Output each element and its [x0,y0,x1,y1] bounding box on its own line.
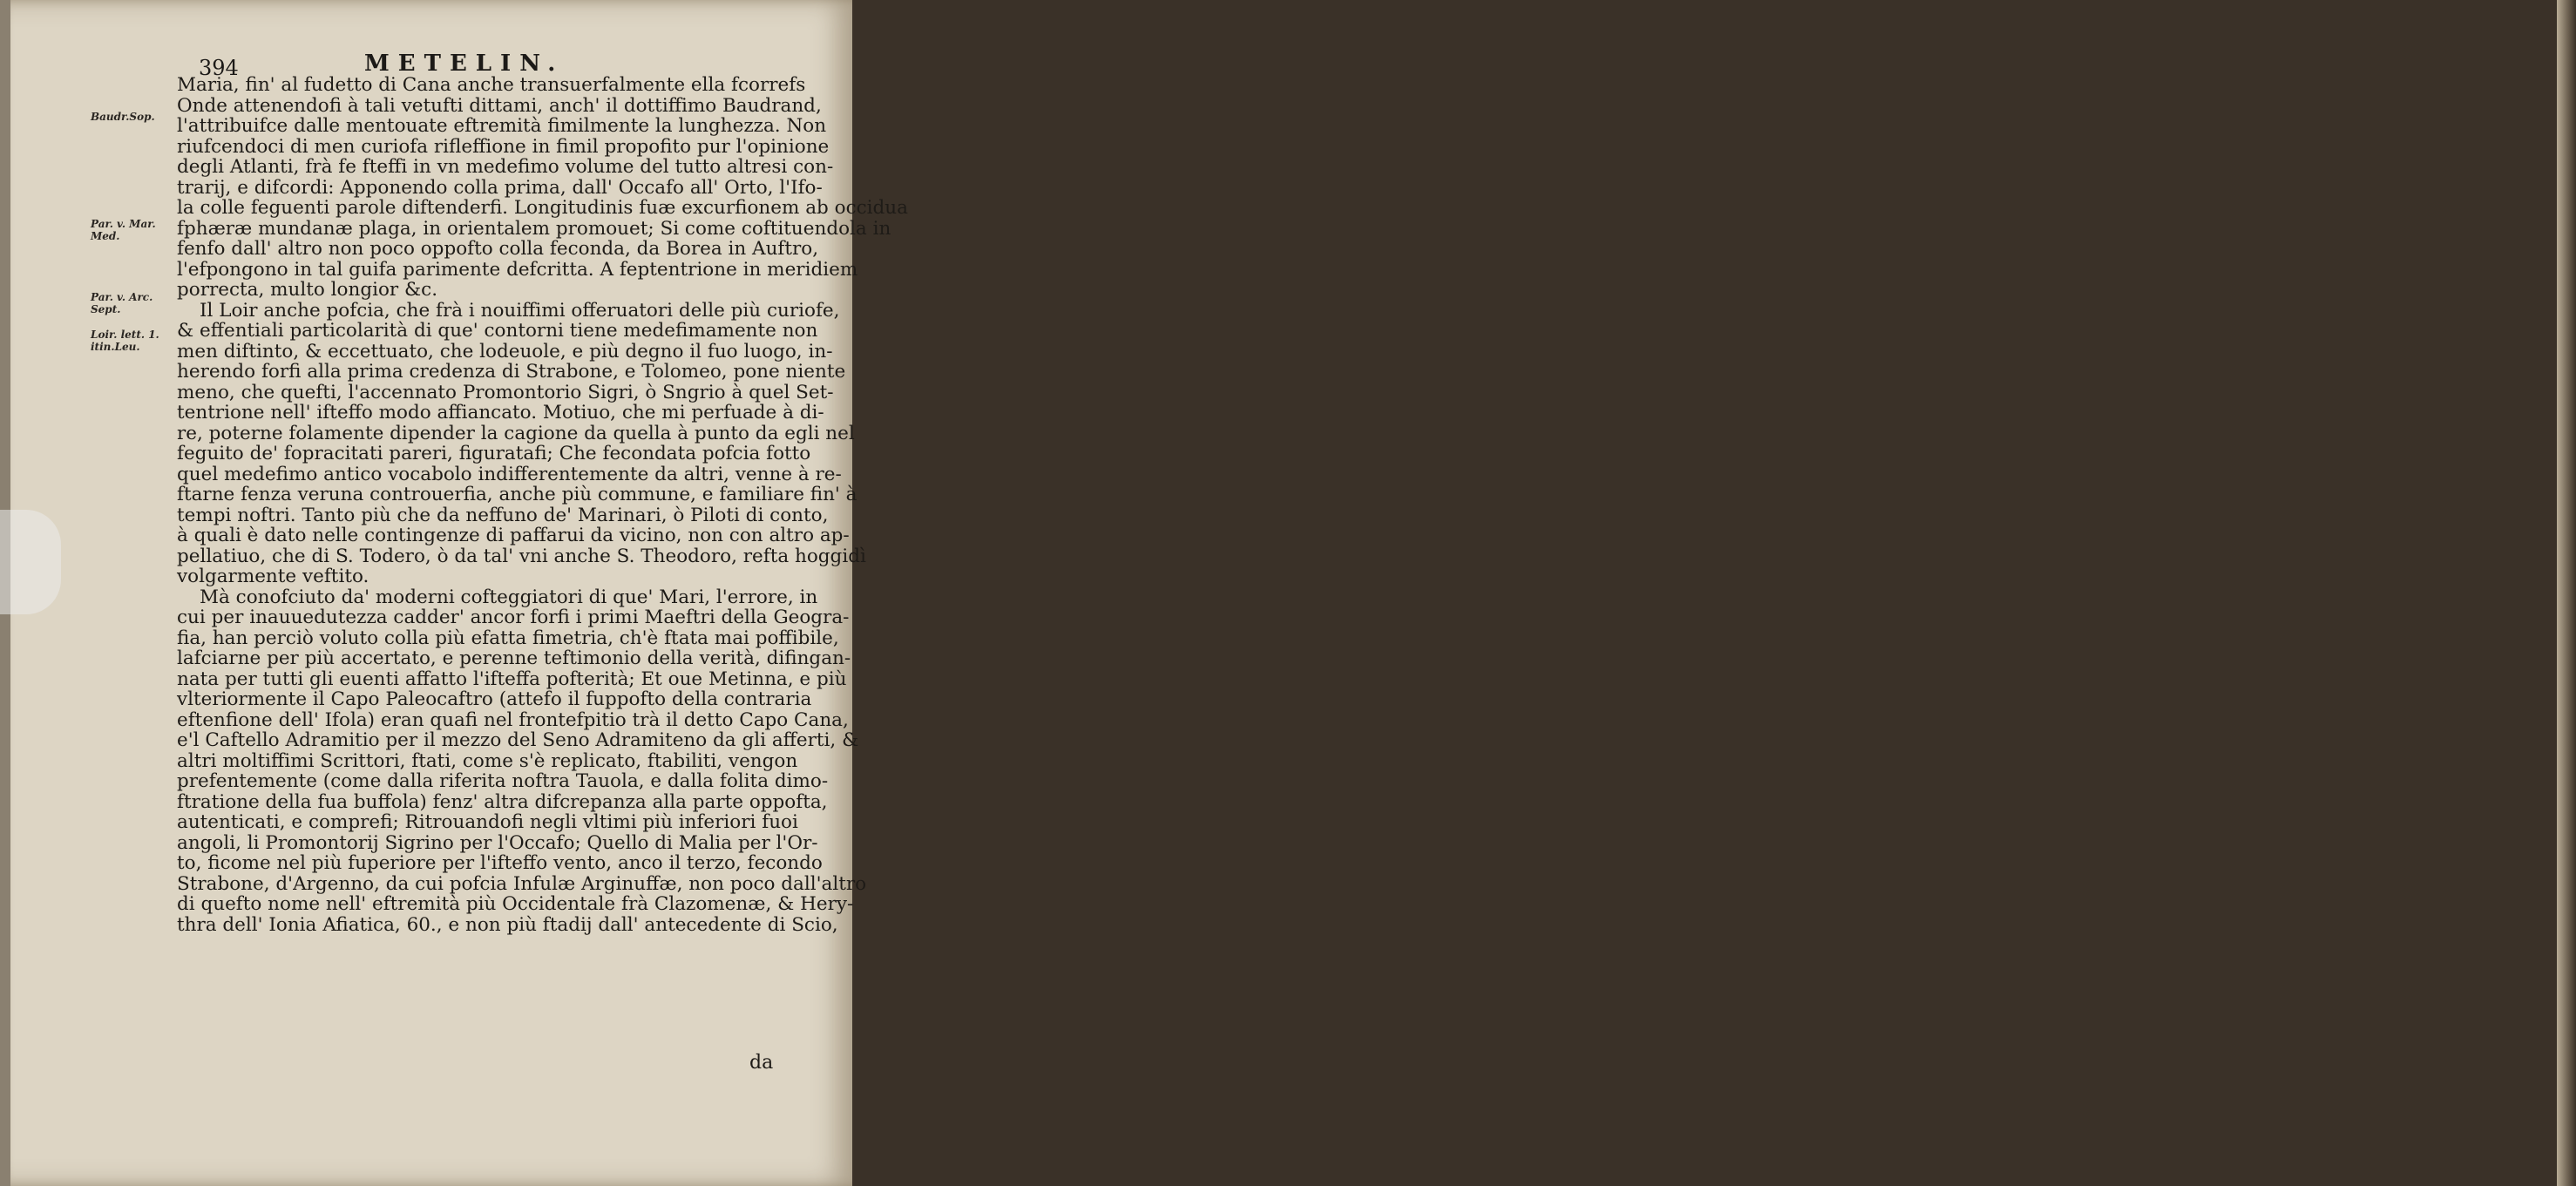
margin-note: Par. v. Arc. [91,291,153,303]
text-line: nata per tutti gli euenti affatto l'ifteffa pofterità; Et oue Metinna, e più [177,668,847,690]
text-line: l'efpongono in tal guifa parimente defcritta. A feptentrione in meridiem [177,258,858,281]
text-line: porrecta, multo longior &c. [177,279,438,301]
text-line: prefentemente (come dalla riferita noftra Tauola, e dalla folita dimo- [177,770,829,792]
text-line: quel medefimo antico vocabolo indifferentemente da altri, venne à re- [177,463,842,485]
text-line: Mà conofciuto da' moderni cofteggiatori di que' Mari, l'errore, in [200,586,818,608]
text-line: to, ficome nel più fuperiore per l'ifteffo vento, anco il terzo, fecondo [177,852,823,874]
margin-note: Par. v. Mar. [91,218,156,230]
text-line: la colle feguenti parole diftenderfi. Longitudinis fuæ excurfionem ab occidua [177,197,908,219]
text-line: Maria, fin' al fudetto di Cana anche transuerfalmente ella fcorrefs [177,74,806,96]
text-line: l'attribuifce dalle mentouate eftremità fimilmente la lunghezza. Non [177,115,827,137]
text-line: & effentiali particolarità di que' contorni tiene medefimamente non [177,320,818,342]
text-line: Il Loir anche pofcia, che frà i nouiffimi offeruatori delle più curiofe, [200,299,840,322]
text-line: ftratione della fua buffola) fenz' altra difcrepanza alla parte oppofta, [177,790,828,813]
page-tab-marker [0,510,61,614]
text-line: Onde attenendofi à tali vetufti dittami, anch' il dottiffimo Baudrand, [177,94,822,117]
body-text [177,74,908,936]
text-line: re, poterne folamente dipender la cagione da quella à punto da egli nel [177,422,855,444]
text-line: herendo forfi alla prima credenza di Strabone, e Tolomeo, pone niente [177,361,846,383]
text-line: men diftinto, & eccettuato, che lodeuole, e più degno il fuo luogo, in- [177,340,833,363]
text-line: vlteriormente il Capo Paleocaftro (attefo il fuppofto della contraria [177,688,812,710]
text-line: e'l Caftello Adramitio per il mezzo del Seno Adramiteno da gli afferti, & [177,729,859,751]
text-line: Strabone, d'Argenno, da cui pofcia Infulæ Arginuffæ, non poco dall'altro [177,872,867,895]
page-number: 394 [199,56,239,80]
text-line: pellatiuo, che di S. Todero, ò da tal' vni anche S. Theodoro, refta hoggidì [177,545,866,567]
text-line: altri moltiffimi Scrittori, ftati, come s'è replicato, ftabiliti, vengon [177,749,798,772]
text-line: eftenfione dell' Ifola) eran quafi nel frontefpitio trà il detto Capo Cana, [177,708,849,731]
text-line: lafciarne per più accertato, e perenne teftimonio della verità, difingan- [177,647,851,669]
margin-note: Loir. lett. 1. [91,329,159,341]
text-line: meno, che quefti, l'accennato Promontorio Sigri, ò Sngrio à quel Set- [177,381,834,403]
text-line: autenticati, e comprefi; Ritrouandofi negli vltimi più inferiori fuoi [177,811,798,833]
text-line: ftarne fenza veruna controuerfia, anche più commune, e familiare fin' à [177,484,858,505]
text-line: tempi noftri. Tanto più che da neffuno de' Marinari, ò Piloti di conto, [177,504,829,526]
text-line: fphæræ mundanæ plaga, in orientalem promouet; Si come coftituendola in [177,217,891,240]
text-line: fia, han perciò voluto colla più efatta fimetria, ch'è ftata mai poffibile, [177,627,839,649]
margin-note: itin.Leu. [91,341,140,353]
text-line: angoli, li Promontorij Sigrino per l'Occafo; Quello di Malia per l'Or- [177,831,818,854]
next-page-edge [2557,0,2576,1186]
text-line: cui per inauuedutezza cadder' ancor forfi i primi Maeftri della Geogra- [177,607,850,628]
text-line: riufcendoci di men curiofa rifleffione in fimil propofito pur l'opinione [177,135,830,158]
text-line: tentrione nell' ifteffo modo affiancato. Motiuo, che mi perfuade à di- [177,402,824,424]
text-line: thra dell' Ionia Afiatica, 60., e non più ftadij dall' antecedente di Scio, [177,913,838,936]
text-line: à quali è dato nelle contingenze di paffarui da vicino, non con altro ap- [177,525,850,546]
margin-note: Sept. [91,303,121,315]
book-page [0,0,908,1186]
margin-note: Med. [91,230,120,242]
catchword: da [749,1052,774,1074]
text-line: di quefto nome nell' eftremità più Occidentale frà Clazomenæ, & Hery- [177,893,854,915]
text-line: volgarmente veftito. [177,566,369,587]
running-title: METELIN. [364,51,565,77]
margin-note: Baudr.Sop. [91,111,155,123]
text-line: degli Atlanti, frà fe fteffi in vn medefimo volume del tutto altresi con- [177,156,834,178]
text-line: feguito de' fopracitati pareri, figuratafi; Che fecondata pofcia fotto [177,443,811,464]
text-line: fenfo dall' altro non poco oppofto colla feconda, da Borea in Auftro, [177,238,819,260]
text-line: trarij, e difcordi: Apponendo colla prima, dall' Occafo all' Orto, l'Ifo- [177,176,823,199]
